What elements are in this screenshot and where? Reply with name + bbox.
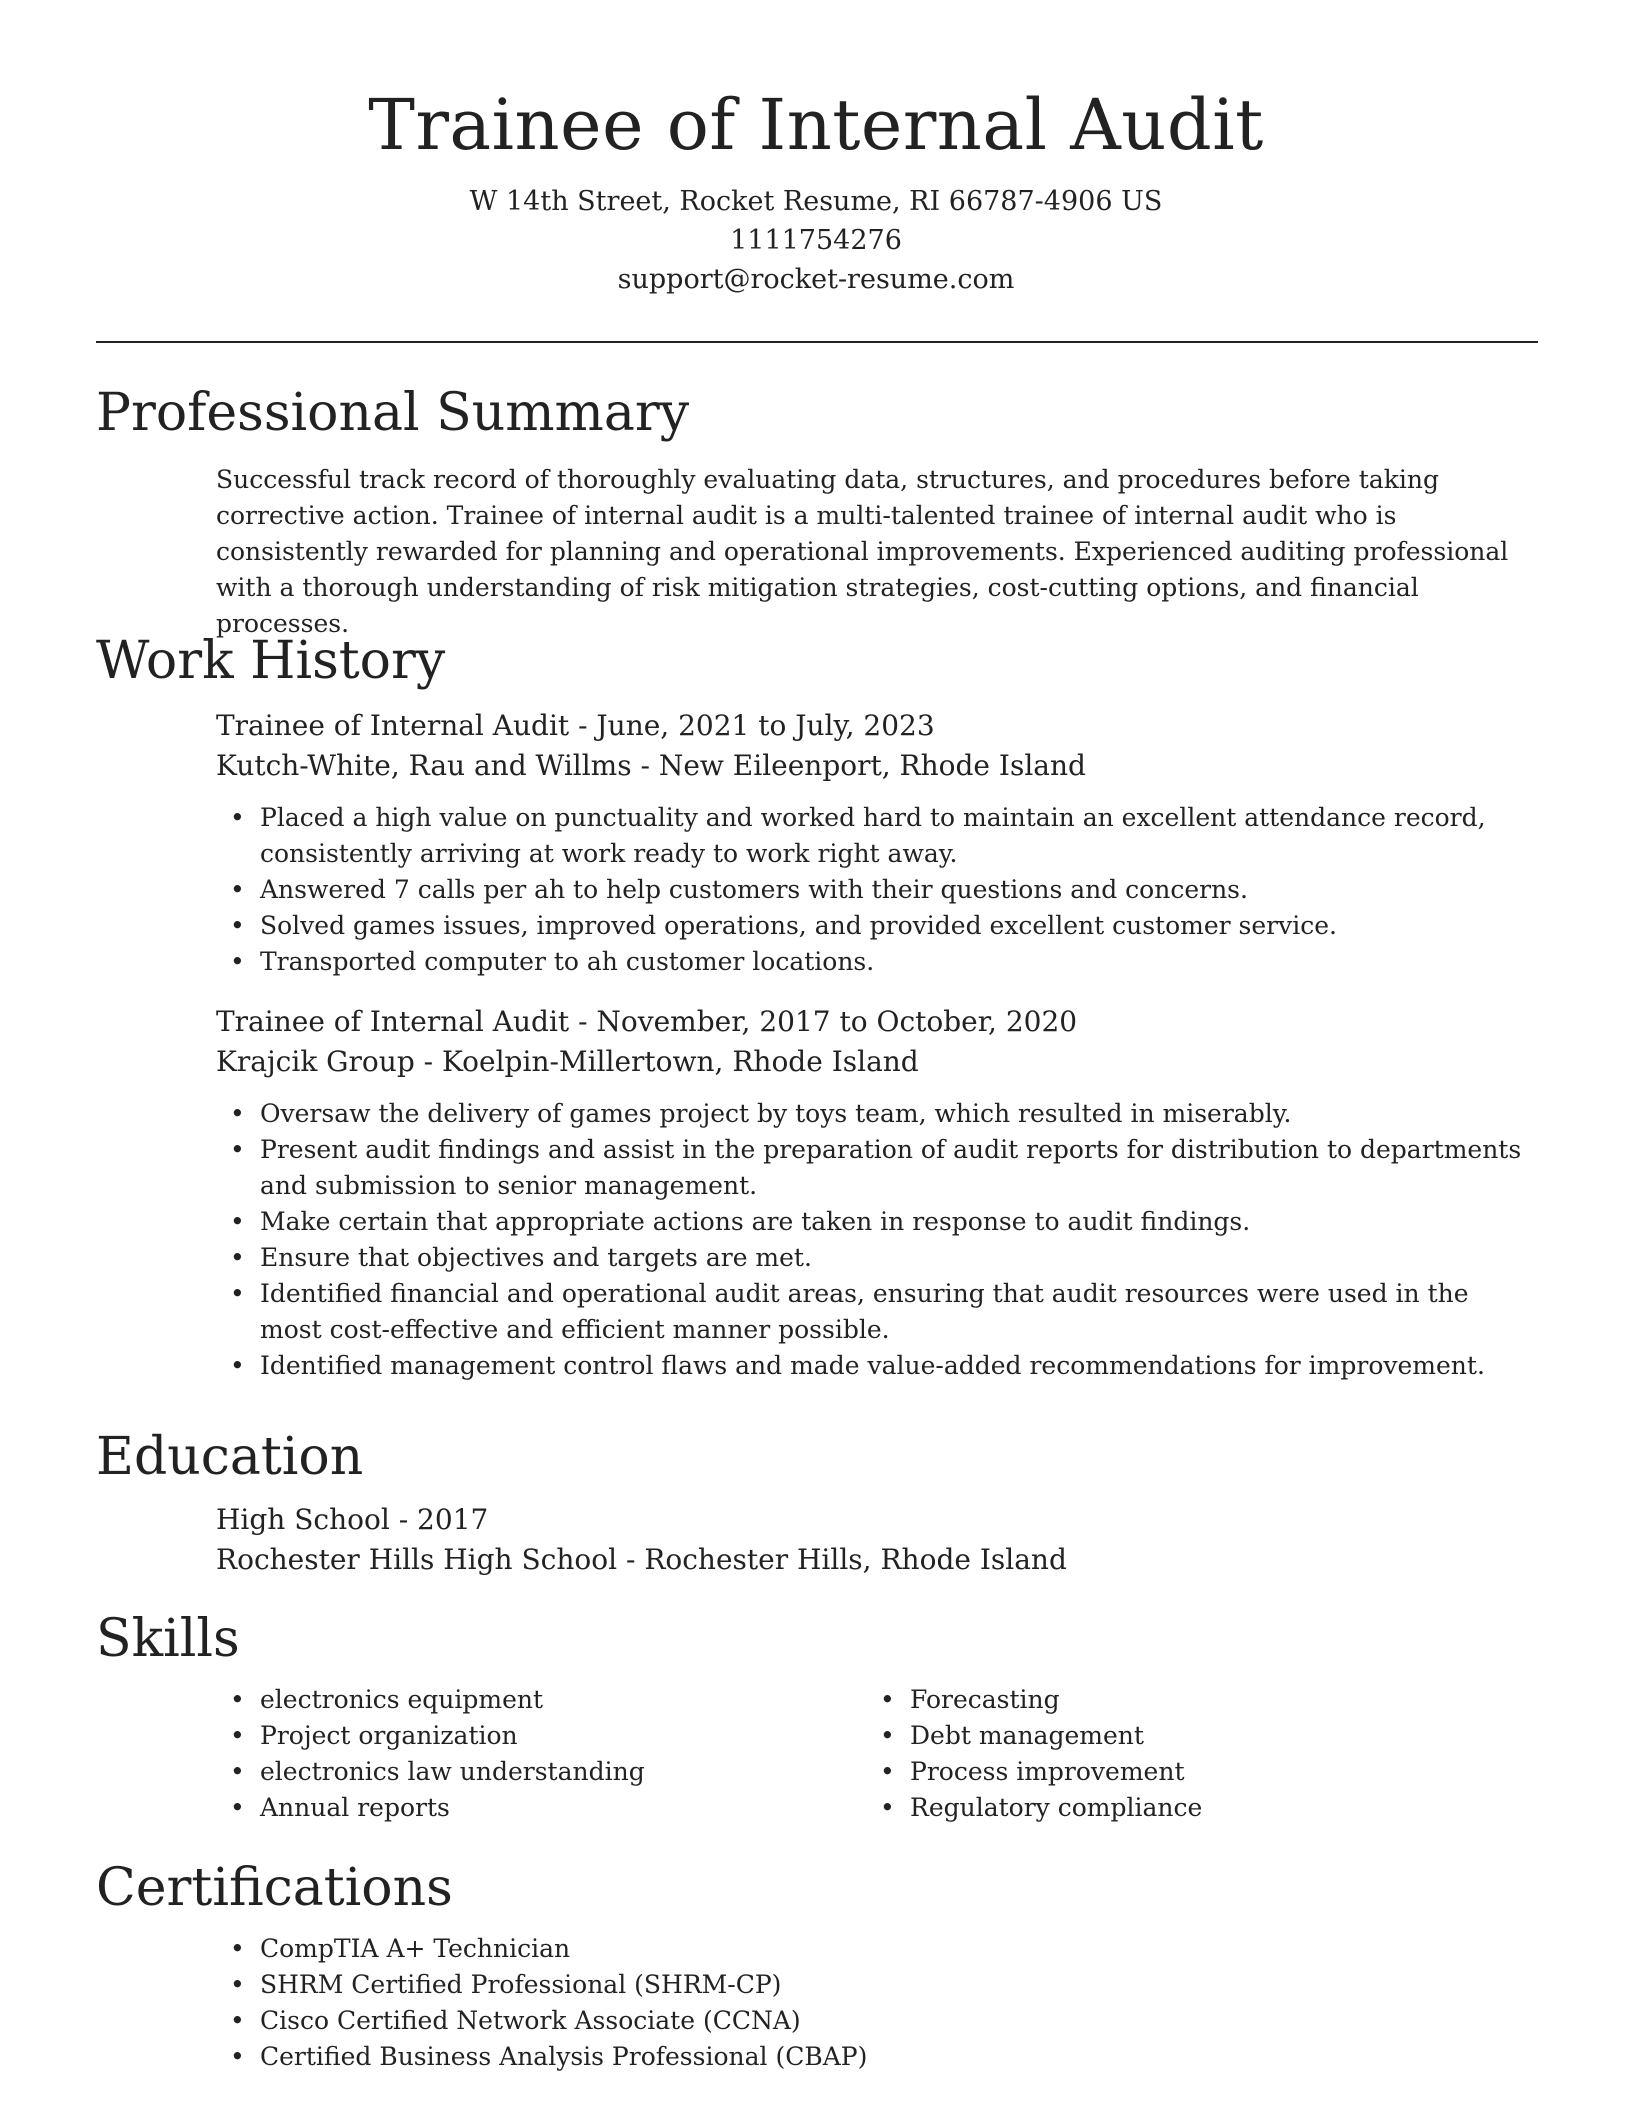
list-item: • Make certain that appropriate actions are taken in response to audit findings. (216, 1204, 1538, 1240)
list-item: • electronics law understanding (216, 1754, 866, 1790)
header-divider (96, 341, 1538, 343)
job-entry (96, 706, 1538, 980)
job-entry (96, 1002, 1538, 1384)
list-item: • Placed a high value on punctuality and worked hard to maintain an excellent attendance record, consistently arriving at work ready to work right away. (216, 800, 1538, 872)
list-item: • Transported computer to ah customer locations. (216, 944, 1538, 980)
education-school: Rochester Hills High School - Rochester Hills, Rhode Island (216, 1543, 1067, 1576)
summary-text: Successful track record of thoroughly evaluating data, structures, and procedures before taking corrective action. Trainee of internal audit is a multi-talented trainee of internal audit who is consistently rewarded for planning and operational improvements. Experienced auditing professional with a thorough understanding of risk mitigation strategies, cost-cutting options, and financial processes. (216, 465, 1509, 638)
job-bullets (216, 800, 1538, 980)
job-company: Kutch-White, Rau and Willms - New Eileenport, Rhode Island (216, 749, 1086, 782)
education-section (96, 1424, 1538, 1580)
job-role: Trainee of Internal Audit - November, 2017 to October, 2020 (216, 1005, 1078, 1038)
list-item: • Answered 7 calls per ah to help customers with their questions and concerns. (216, 872, 1538, 908)
list-item: • Oversaw the delivery of games project by toys team, which resulted in miserably. (216, 1096, 1538, 1132)
certifications-list (216, 1931, 1538, 2075)
skills-column-right (866, 1682, 1516, 1826)
candidate-name: Trainee of Internal Audit (368, 84, 1264, 166)
section-title-certifications: Certifications (96, 1858, 453, 1918)
section-title-work-history: Work History (96, 631, 446, 691)
section-title-summary: Professional Summary (96, 383, 690, 443)
list-item: • CompTIA A+ Technician (216, 1931, 1538, 1967)
list-item: • electronics equipment (216, 1682, 866, 1718)
certifications-section (96, 1855, 1538, 2075)
list-item: • Identified financial and operational audit areas, ensuring that audit resources were used in the most cost-effective and efficient manner possible. (216, 1276, 1538, 1348)
work-history-section (96, 628, 1538, 1384)
section-title-skills: Skills (96, 1609, 240, 1669)
resume-header (0, 80, 1632, 299)
list-item: • Annual reports (216, 1790, 866, 1826)
job-company: Krajcik Group - Koelpin-Millertown, Rhode Island (216, 1045, 919, 1078)
list-item: • Project organization (216, 1718, 866, 1754)
contact-address: W 14th Street, Rocket Resume, RI 66787-4906 US (469, 186, 1163, 217)
list-item: • Debt management (866, 1718, 1516, 1754)
skills-section (96, 1606, 1538, 1826)
list-item: • Solved games issues, improved operations, and provided excellent customer service. (216, 908, 1538, 944)
summary-section (96, 380, 1538, 642)
skills-grid (216, 1682, 1538, 1826)
list-item: • Forecasting (866, 1682, 1516, 1718)
skills-column-left (216, 1682, 866, 1826)
contact-email: support@rocket-resume.com (617, 264, 1015, 295)
section-title-education: Education (96, 1427, 364, 1487)
list-item: • Regulatory compliance (866, 1790, 1516, 1826)
education-degree: High School - 2017 (216, 1503, 489, 1536)
list-item: • Present audit findings and assist in the preparation of audit reports for distribution to departments and submission to senior management. (216, 1132, 1538, 1204)
list-item: • Cisco Certified Network Associate (CCNA) (216, 2003, 1538, 2039)
job-bullets (216, 1096, 1538, 1384)
list-item: • Certified Business Analysis Professional (CBAP) (216, 2039, 1538, 2075)
job-role: Trainee of Internal Audit - June, 2021 to July, 2023 (216, 709, 935, 742)
contact-block (0, 182, 1632, 299)
contact-phone: 1111754276 (730, 225, 902, 256)
list-item: • Identified management control flaws and made value-added recommendations for improvement. (216, 1348, 1538, 1384)
list-item: • Ensure that objectives and targets are met. (216, 1240, 1538, 1276)
list-item: • SHRM Certified Professional (SHRM-CP) (216, 1967, 1538, 2003)
list-item: • Process improvement (866, 1754, 1516, 1790)
